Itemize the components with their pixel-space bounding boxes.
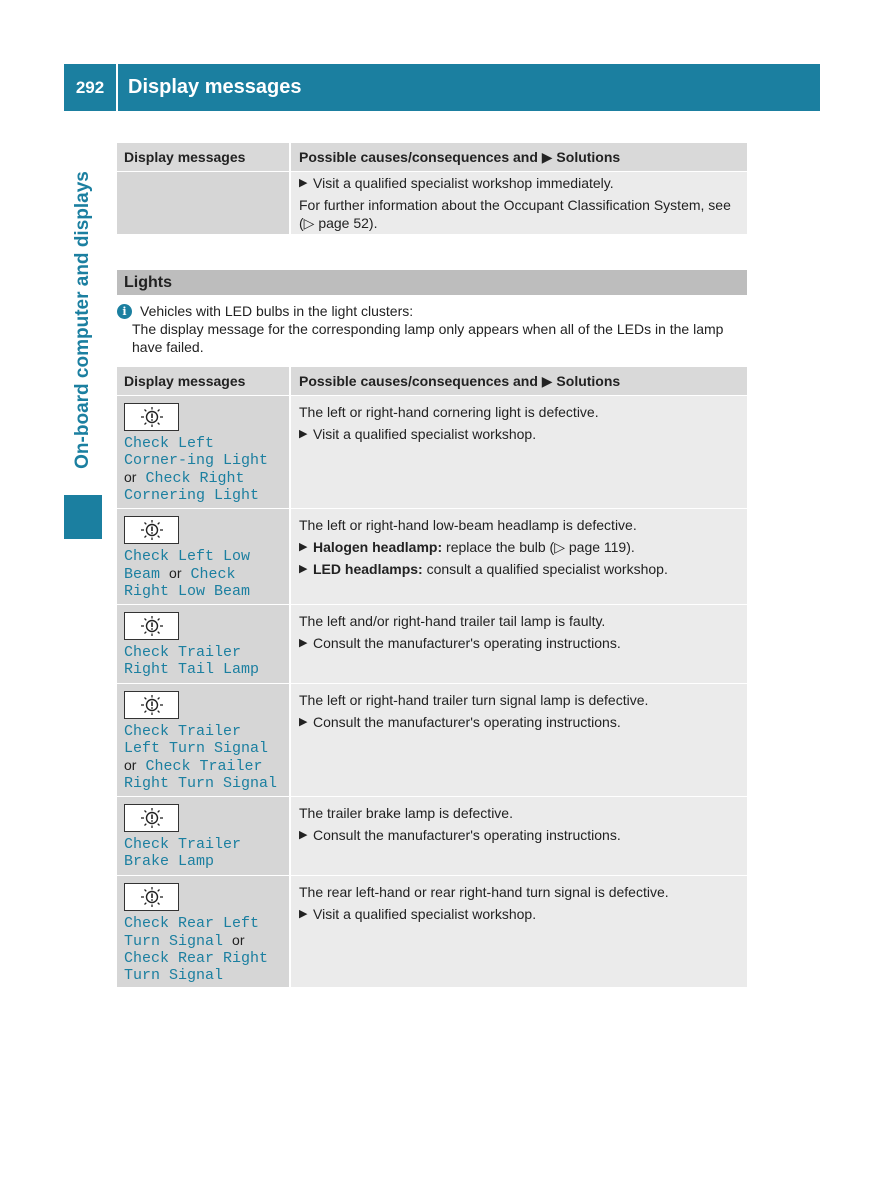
solution-cell: The trailer brake lamp is defective. ▶ Consult the manufacturer's operating instructions. xyxy=(289,797,747,875)
info-paragraph: For further information about the Occupant Classification System, see (▷ page 52). xyxy=(299,197,731,231)
table-row xyxy=(117,796,747,875)
triangle-right-icon: ▶ xyxy=(299,177,308,189)
col-header-causes: Possible causes/consequences and ▶ Solutions xyxy=(289,367,747,395)
info-note xyxy=(117,302,747,356)
lamp-fault-icon xyxy=(124,516,179,544)
message-cell xyxy=(117,396,289,508)
section-heading-lights: Lights xyxy=(117,270,747,295)
lamp-fault-icon xyxy=(124,691,179,719)
list-item: ▶ Consult the manufacturer's operating instructions. xyxy=(299,714,621,730)
table-row xyxy=(117,683,747,796)
header-divider xyxy=(116,64,118,111)
side-tab-label: On-board computer and displays xyxy=(72,171,93,469)
solution-cell: The left or right-hand cornering light is defective. ▶ Visit a qualified specialist workshop. xyxy=(289,396,747,508)
side-tab xyxy=(64,150,102,490)
message-cell xyxy=(117,876,289,987)
list-item: ▶ Consult the manufacturer's operating instructions. xyxy=(299,635,621,651)
table-row xyxy=(117,875,747,987)
solution-cell: The left or right-hand low-beam headlamp is defective. ▶ Halogen headlamp: replace the bulb (▷ page 119). ▶ LED headlamps: consult a qualified specialist workshop. xyxy=(289,509,747,604)
table-row xyxy=(117,508,747,604)
info-text-detail: The display message for the corresponding lamp only appears when all of the LEDs in the lamp have failed. xyxy=(132,321,724,355)
info-text: Vehicles with LED bulbs in the light clusters: xyxy=(140,303,414,319)
table-header xyxy=(117,367,747,395)
lamp-fault-icon xyxy=(124,883,179,911)
table-header xyxy=(117,143,747,171)
continuation-table xyxy=(117,143,747,234)
list-item: ▶ Halogen headlamp: replace the bulb (▷ page 119). xyxy=(299,539,635,555)
table-row xyxy=(117,395,747,508)
message-cell xyxy=(117,797,289,875)
table-row xyxy=(117,171,747,234)
side-tab-marker xyxy=(64,495,102,539)
triangle-right-icon: ▶ xyxy=(299,716,308,728)
solution-cell: The left and/or right-hand trailer tail lamp is faulty. ▶ Consult the manufacturer's operating instructions. xyxy=(289,605,747,683)
list-item: ▶ Visit a qualified specialist workshop. xyxy=(299,426,537,442)
message-cell xyxy=(117,509,289,604)
table-row xyxy=(117,604,747,683)
list-item: ▶ LED headlamps: consult a qualified specialist workshop. xyxy=(299,561,668,577)
lamp-fault-icon xyxy=(124,403,179,431)
display-message: Check Trailer Brake Lamp xyxy=(124,836,242,870)
triangle-right-icon: ▶ xyxy=(299,563,308,575)
display-message: Check Left Corner-ing Light or Check Right Cornering Light xyxy=(124,435,269,504)
triangle-right-icon: ▶ xyxy=(299,428,308,440)
message-cell xyxy=(117,605,289,683)
message-cell xyxy=(117,172,289,234)
solution-cell xyxy=(289,172,747,234)
list-item: ▶ Consult the manufacturer's operating instructions. xyxy=(299,827,621,843)
list-item: ▶ Visit a qualified specialist workshop immediately. xyxy=(299,175,614,191)
display-message: Check Left Low Beam or Check Right Low Beam xyxy=(124,548,251,600)
page-number: 292 xyxy=(75,78,105,97)
lights-table xyxy=(117,367,747,987)
col-header-causes: Possible causes/consequences and ▶ Solutions xyxy=(289,143,747,171)
triangle-right-icon: ▶ xyxy=(299,541,308,553)
col-header-messages: Display messages xyxy=(124,149,246,165)
display-message: Check Trailer Left Turn Signal or Check Trailer Right Turn Signal xyxy=(124,723,278,792)
lamp-fault-icon xyxy=(124,612,179,640)
display-message: Check Trailer Right Tail Lamp xyxy=(124,644,260,678)
page-title: Display messages xyxy=(128,76,302,98)
lamp-fault-icon xyxy=(124,804,179,832)
triangle-right-icon: ▶ xyxy=(299,908,308,920)
triangle-right-icon: ▶ xyxy=(299,637,308,649)
list-item: ▶ Visit a qualified specialist workshop. xyxy=(299,906,537,922)
display-message: Check Rear Left Turn Signal or Check Rear Right Turn Signal xyxy=(124,915,269,984)
info-icon: i xyxy=(117,304,132,319)
solution-cell: The left or right-hand trailer turn signal lamp is defective. ▶ Consult the manufacturer's operating instructions. xyxy=(289,684,747,796)
message-cell xyxy=(117,684,289,796)
col-header-messages: Display messages xyxy=(124,373,246,389)
solution-cell: The rear left-hand or rear right-hand turn signal is defective. ▶ Visit a qualified specialist workshop. xyxy=(289,876,747,987)
triangle-right-icon: ▶ xyxy=(299,829,308,841)
